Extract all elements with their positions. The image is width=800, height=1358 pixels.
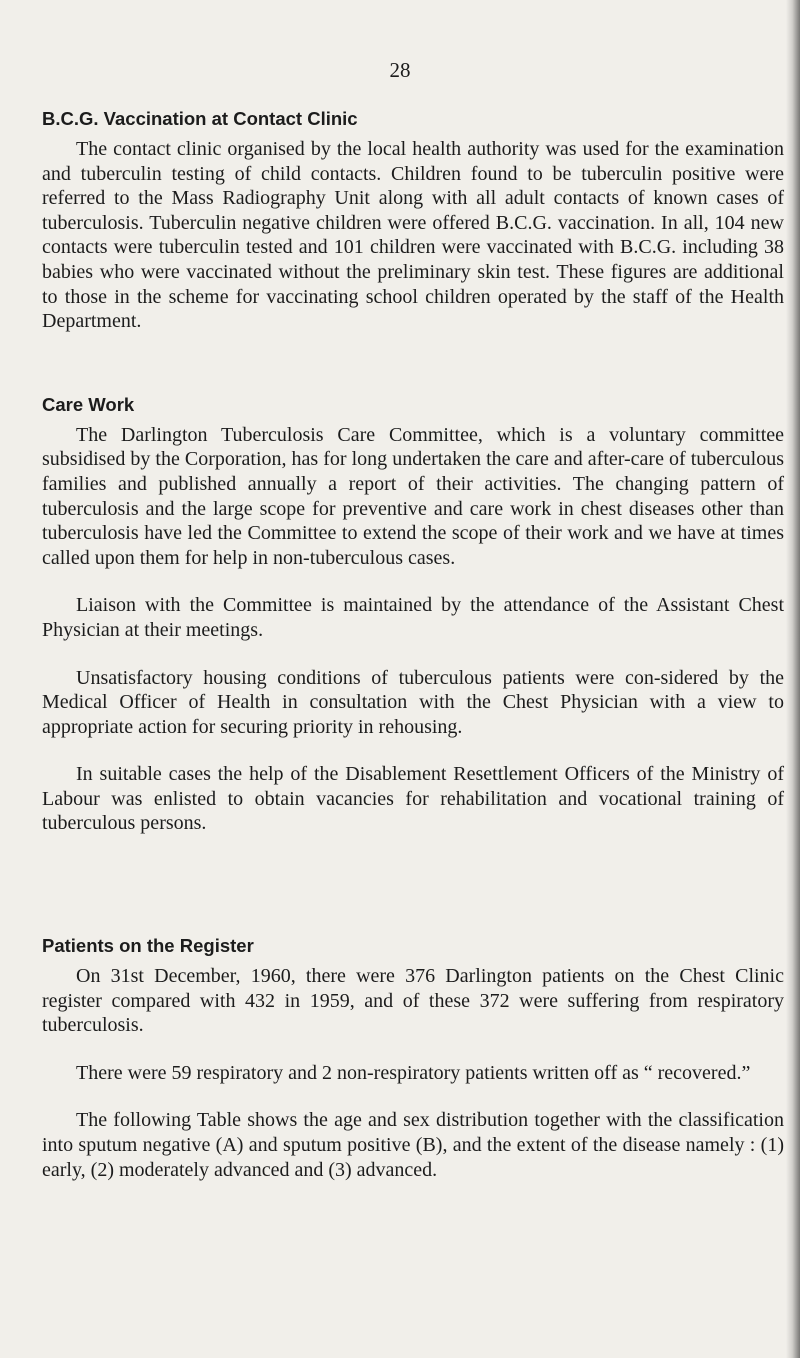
section-bcg-vaccination bbox=[42, 106, 784, 334]
paragraph: On 31st December, 1960, there were 376 Darlington patients on the Chest Clinic register compared with 432 in 1959, and of these 372 were suffering from respiratory tuberculosis. bbox=[42, 965, 784, 1037]
paragraph: Unsatisfactory housing conditions of tuberculous patients were con-sidered by the Medical Officer of Health in consultation with the Chest Physician with a view to appropriate action for securing priority in rehousing. bbox=[42, 666, 784, 738]
section-care-work bbox=[42, 392, 784, 836]
section-heading: B.C.G. Vaccination at Contact Clinic bbox=[42, 108, 358, 129]
section-heading: Patients on the Register bbox=[42, 935, 254, 957]
section-patients-register bbox=[42, 933, 784, 1182]
paragraph: Liaison with the Committee is maintained by the attendance of the Assistant Chest Physician at their meetings. bbox=[42, 594, 784, 641]
paragraph: In suitable cases the help of the Disablement Resettlement Officers of the Ministry of Labour was enlisted to obtain vacancies for rehabilitation and vocational training of tuberculous persons. bbox=[42, 763, 784, 835]
paragraph: There were 59 respiratory and 2 non-respiratory patients written off as “ recovered.” bbox=[76, 1061, 751, 1084]
paragraph: The Darlington Tuberculosis Care Committee, which is a voluntary committee subsidised by the Corporation, has for long undertaken the care and after-care of tuberculous families and published annually a report of their activities. The changing pattern of tuberculosis and the large scope for preventive and care work in chest diseases other than tuberculosis have led the Committee to extend the scope of their work and we have at times called upon them for help in non-tuberculous cases. bbox=[42, 423, 784, 569]
page-number: 28 bbox=[389, 58, 411, 82]
section-heading: Care Work bbox=[42, 393, 135, 415]
paragraph: The following Table shows the age and sex distribution together with the classification into sputum negative (A) and sputum positive (B), and the extent of the disease namely : (1) early, (2) moderately advanced and (3) advanced. bbox=[42, 1109, 784, 1181]
document-body bbox=[42, 106, 784, 1182]
page-edge-shadow bbox=[786, 0, 800, 1358]
paragraph: The contact clinic organised by the local health authority was used for the examination and tuberculin testing of child contacts. Children found to be tuberculin positive were referred to the Mass Radiography Unit along with all adult contacts of known cases of tuberculosis. Tuberculin negative children were offered B.C.G. vaccination. In all, 104 new contacts were tuberculin tested and 101 children were vaccinated with B.C.G. including 38 babies who were vaccinated without the preliminary skin test. These figures are additional to those in the scheme for vaccinating school children operated by the staff of the Health Department. bbox=[42, 138, 784, 333]
